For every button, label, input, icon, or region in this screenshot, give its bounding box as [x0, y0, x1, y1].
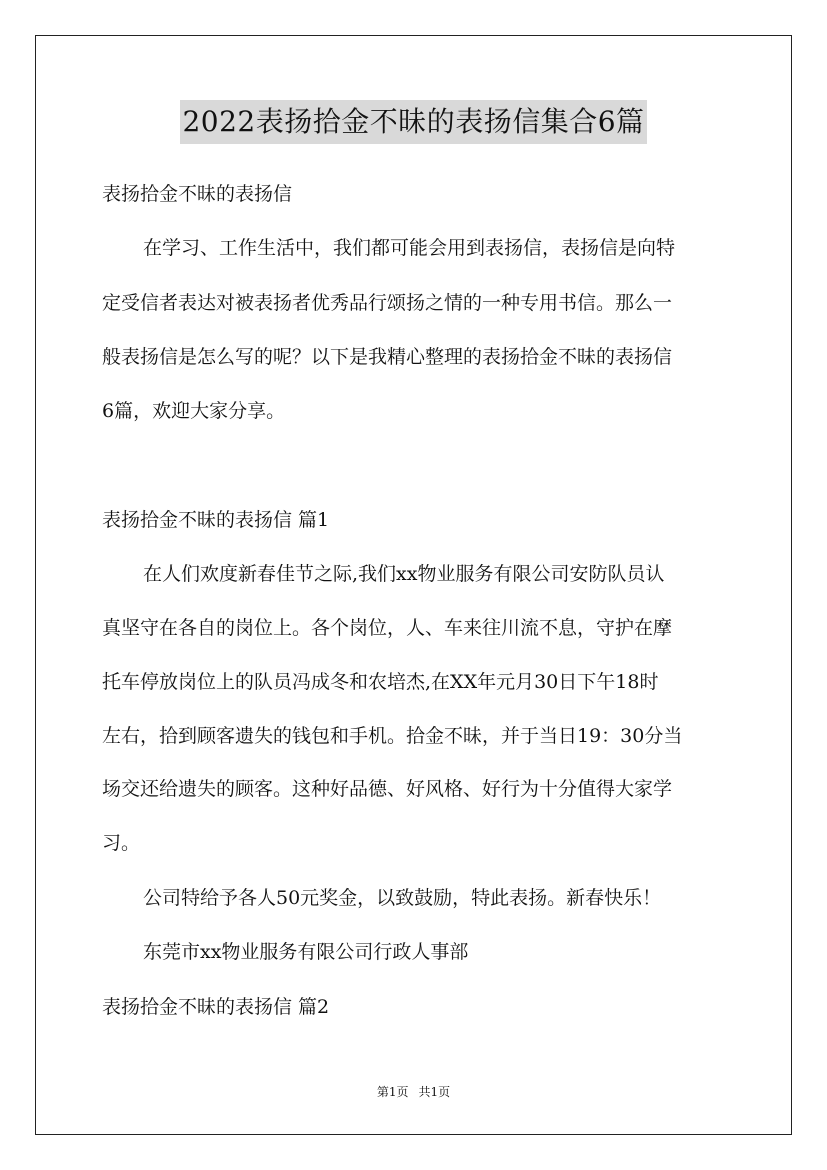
- paragraph-line: 场交还给遗失的顾客。这种好品德、好风格、好行为十分值得大家学: [102, 778, 673, 800]
- section-heading: 表扬拾金不昧的表扬信: [102, 183, 293, 205]
- page-footer: [0, 1084, 827, 1100]
- section-heading: 表扬拾金不昧的表扬信 篇1: [102, 509, 330, 531]
- document-title: 2022表扬拾金不昧的表扬信集合6篇: [180, 100, 646, 144]
- page-number: 第1页: [376, 1085, 409, 1099]
- section-heading: 表扬拾金不昧的表扬信 篇2: [102, 996, 330, 1018]
- title-container: [0, 100, 827, 144]
- paragraph-line: 真坚守在各自的岗位上。各个岗位，人、车来往川流不息，守护在摩: [102, 617, 673, 639]
- paragraph-line: 托车停放岗位上的队员冯成冬和农培杰,在XX年元月30日下午18时: [102, 671, 659, 693]
- paragraph-line: 公司特给予各人50元奖金，以致鼓励，特此表扬。新春快乐！: [143, 887, 662, 909]
- paragraph-line: 在学习、工作生活中，我们都可能会用到表扬信，表扬信是向特: [143, 237, 676, 259]
- paragraph-line: 般表扬信是怎么写的呢？以下是我精心整理的表扬拾金不昧的表扬信: [102, 346, 673, 368]
- paragraph-line: 定受信者表达对被表扬者优秀品行颂扬之情的一种专用书信。那么一: [102, 292, 673, 314]
- paragraph-line: 左右，拾到顾客遗失的钱包和手机。拾金不昧，并于当日19：30分当: [102, 725, 683, 747]
- paragraph-line: 习。: [102, 832, 141, 854]
- paragraph-line: 6篇，欢迎大家分享。: [102, 400, 286, 422]
- paragraph-line: 在人们欢度新春佳节之际,我们xx物业服务有限公司安防队员认: [143, 563, 665, 585]
- signature-line: 东莞市xx物业服务有限公司行政人事部: [143, 941, 469, 963]
- page-total: 共1页: [418, 1085, 451, 1099]
